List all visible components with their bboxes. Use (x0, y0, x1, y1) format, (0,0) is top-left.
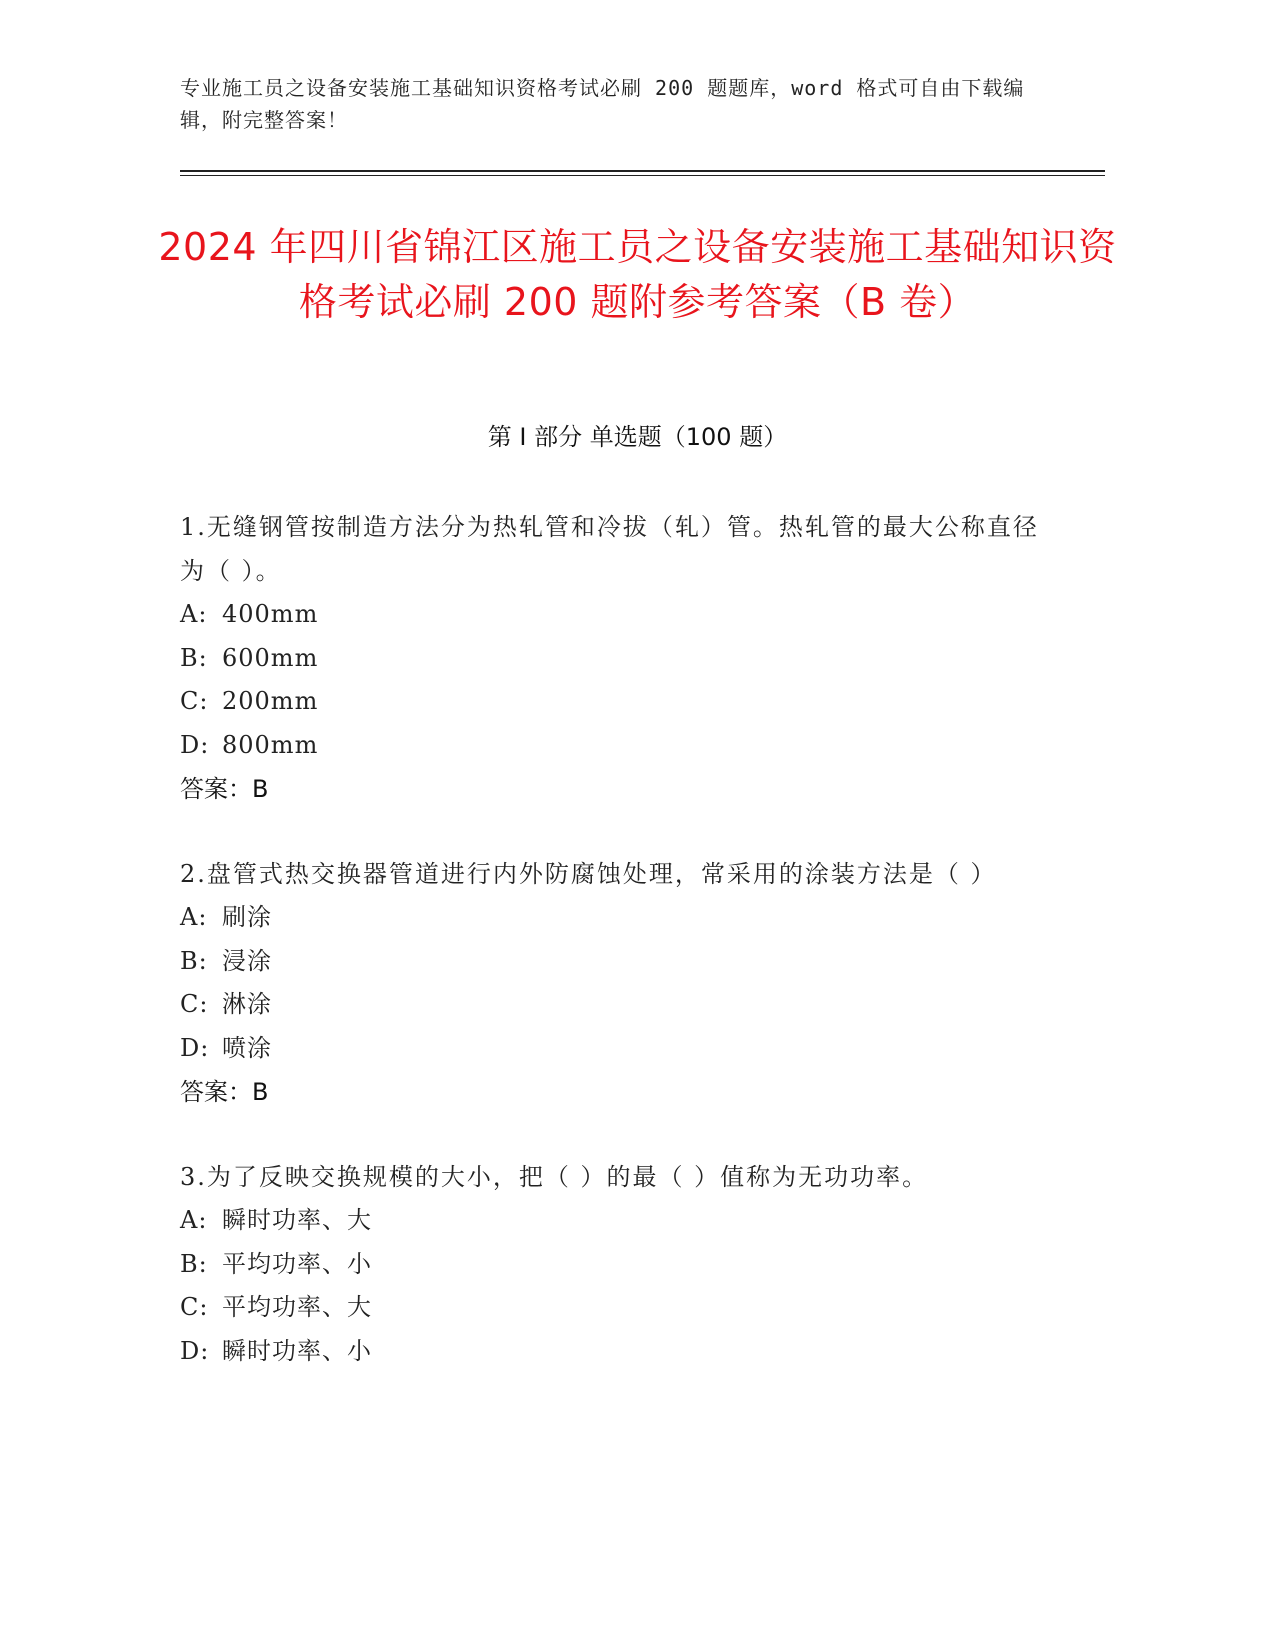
option-text: 平均功率、大 (222, 1293, 372, 1321)
option-a (180, 593, 1060, 637)
option-letter: C: (180, 1293, 209, 1321)
option-d (180, 1330, 1060, 1374)
header-rule-thin (180, 175, 1105, 176)
option-text: 瞬时功率、大 (222, 1206, 372, 1234)
option-text: 喷涂 (222, 1033, 272, 1062)
question-list (180, 505, 1060, 1414)
question-2 (180, 852, 1060, 1114)
option-letter: B: (180, 643, 208, 672)
option-letter: C: (180, 990, 209, 1018)
answer-line: 答案：B (180, 775, 269, 803)
option-text: 200mm (222, 687, 319, 715)
question-1 (180, 505, 1060, 811)
option-a (180, 1199, 1060, 1243)
document-title: 2024 年四川省锦江区施工员之设备安装施工基础知识资格考试必刷 200 题附参考答案（B 卷） (158, 225, 1117, 324)
option-text: 600mm (222, 643, 319, 672)
option-letter: A: (180, 903, 208, 931)
question-stem: 1.无缝钢管按制造方法分为热轧管和冷拔（轧）管。热轧管的最大公称直径为（ ）。 (180, 513, 1039, 585)
option-b (180, 940, 1060, 984)
option-letter: C: (180, 687, 209, 715)
option-c (180, 1286, 1060, 1330)
option-letter: B: (180, 1249, 208, 1278)
option-b (180, 1243, 1060, 1287)
option-letter: D: (180, 1033, 210, 1062)
option-text: 浸涂 (222, 946, 272, 975)
answer-line: 答案：B (180, 1078, 269, 1106)
option-text: 淋涂 (222, 990, 272, 1018)
option-text: 400mm (222, 600, 319, 628)
option-text: 瞬时功率、小 (222, 1336, 372, 1365)
option-a (180, 896, 1060, 940)
option-letter: D: (180, 730, 210, 759)
section-title: 第 I 部分 单选题（100 题） (487, 423, 788, 451)
option-letter: A: (180, 1206, 208, 1234)
option-c (180, 680, 1060, 724)
option-b (180, 637, 1060, 681)
question-3 (180, 1155, 1060, 1373)
option-text: 刷涂 (222, 903, 272, 931)
option-letter: A: (180, 600, 208, 628)
option-c (180, 983, 1060, 1027)
option-d (180, 1027, 1060, 1071)
header-note: 专业施工员之设备安装施工基础知识资格考试必刷 200 题题库，word 格式可自由下载编辑，附完整答案！ (180, 76, 1025, 132)
question-stem: 2.盘管式热交换器管道进行内外防腐蚀处理，常采用的涂装方法是（ ） (180, 860, 997, 888)
option-text: 平均功率、小 (222, 1249, 372, 1278)
question-stem: 3.为了反映交换规模的大小，把（ ）的最（ ）值称为无功功率。 (180, 1163, 929, 1191)
option-letter: D: (180, 1336, 210, 1365)
option-d (180, 724, 1060, 768)
option-letter: B: (180, 946, 208, 975)
header-rule-thick (180, 170, 1105, 172)
option-text: 800mm (222, 730, 319, 759)
